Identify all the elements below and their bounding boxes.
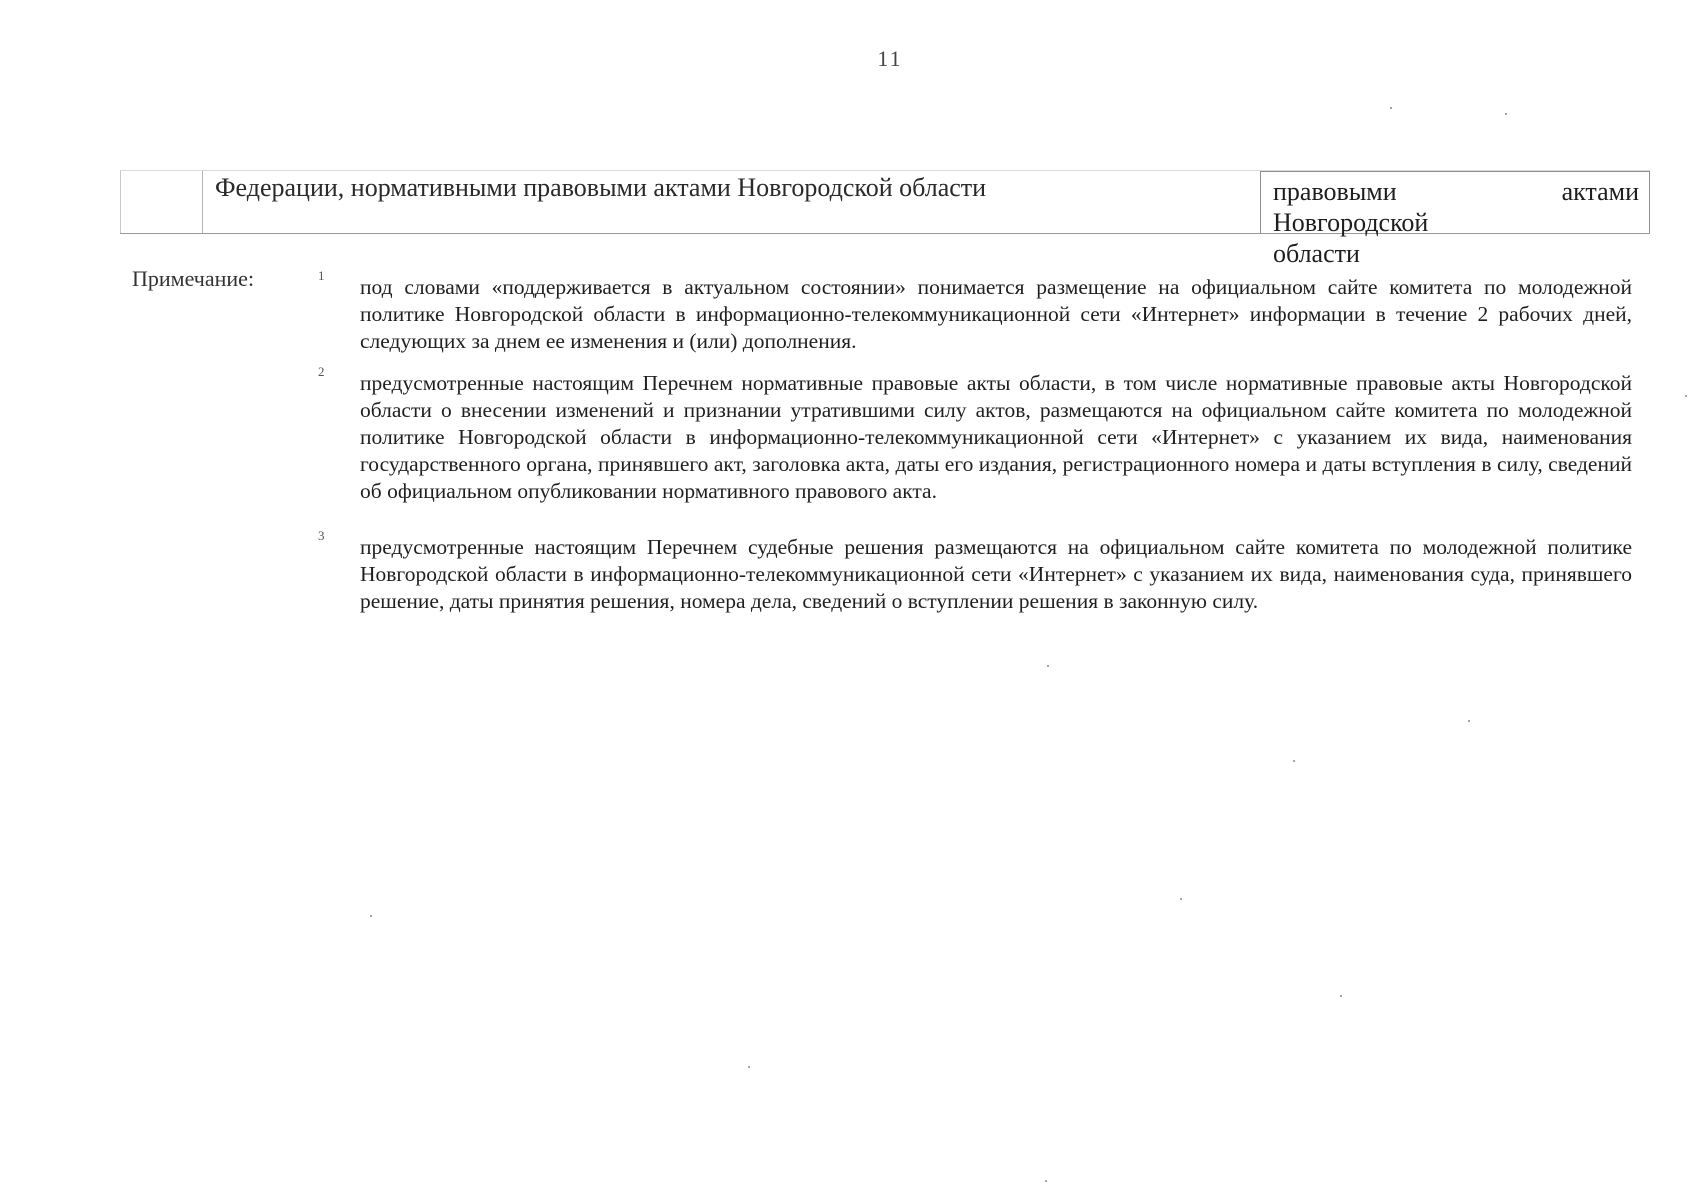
scan-speck xyxy=(1047,665,1049,667)
note-text: предусмотренные настоящим Перечнем нормативные правовые акты области, в том числе нормативные правовые акты Новгородской области о внесении изменений и признании утратившими силу актов, размещаются на официальном сайте комитета по молодежной политике Новгородской области в информационно-телекоммуникационной сети «Интернет» с указанием их вида, наименования государственного органа, принявшего акт, заголовка акта, даты его издания, регистрационного номера и даты вступления в силу, сведений об официальном опубликовании нормативного правового акта. xyxy=(360,371,1632,503)
scan-speck xyxy=(1685,395,1687,397)
note-number: 1 xyxy=(318,268,325,283)
scan-speck xyxy=(1180,898,1182,900)
notes-label: Примечание: xyxy=(132,266,255,291)
table-fragment xyxy=(120,170,1650,268)
page-number: 11 xyxy=(877,46,903,71)
table-cell-empty xyxy=(120,171,202,233)
scan-speck xyxy=(1293,760,1295,762)
table-cell-source-line-1: правовыми актами Новгородской xyxy=(1273,177,1639,237)
table-cell-source-line-2: области xyxy=(1273,239,1360,268)
scan-speck xyxy=(1505,113,1507,115)
note-text: под словами «поддерживается в актуальном состоянии» понимается размещение на официальном сайте комитета по молодежной политике Новгородской области в информационно-телекоммуникационной сети «Интернет» информации в течение 2 рабочих дней, следующих за днем ее изменения и (или) дополнения. xyxy=(360,275,1632,353)
scan-speck xyxy=(370,915,372,917)
table-cell-requirement: Федерации, нормативными правовыми актами Новгородской области xyxy=(202,171,1260,233)
scan-speck xyxy=(1045,1180,1047,1182)
table-cell-source xyxy=(1260,171,1650,268)
scan-speck xyxy=(1390,107,1392,109)
scan-speck xyxy=(1340,995,1342,997)
note-number: 3 xyxy=(318,528,325,543)
note-number: 2 xyxy=(318,364,325,379)
note-text: предусмотренные настоящим Перечнем судебные решения размещаются на официальном сайте комитета по молодежной политике Новгородской области в информационно-телекоммуникационной сети «Интернет» с указанием их вида, наименования суда, принявшего решение, даты принятия решения, номера дела, сведений о вступлении решения в законную силу. xyxy=(360,535,1632,613)
scan-speck xyxy=(1468,720,1470,722)
scan-speck xyxy=(748,1066,750,1068)
